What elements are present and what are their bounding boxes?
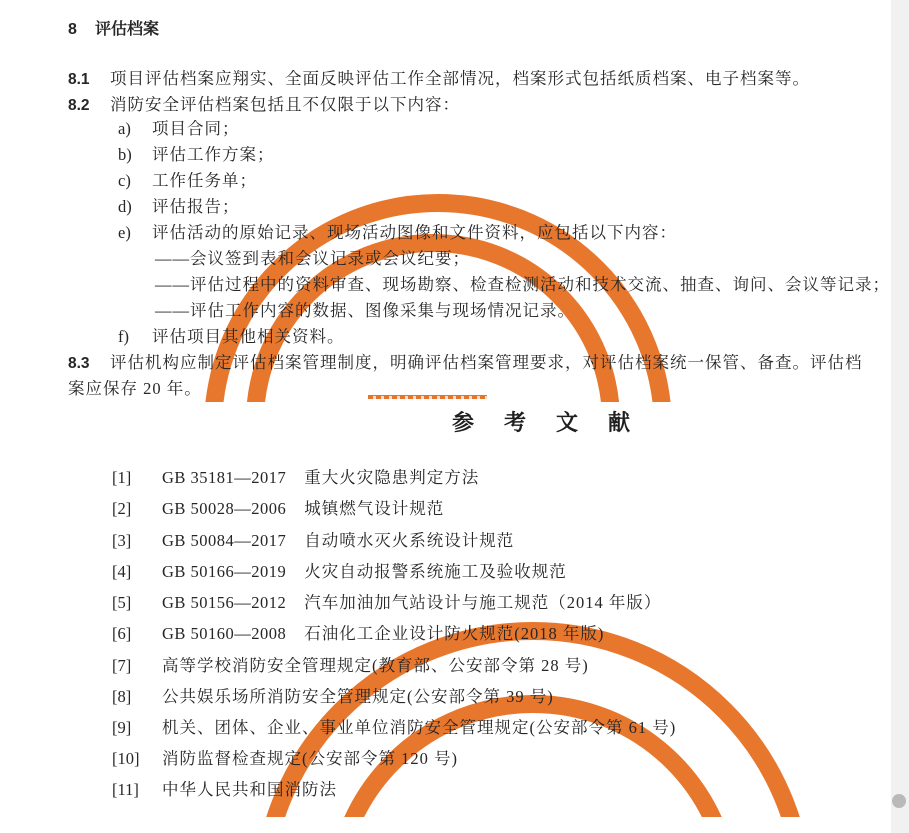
clause-8-1-text: 项目评估档案应翔实、全面反映评估工作全部情况，档案形式包括纸质档案、电子档案等。	[110, 69, 810, 88]
section-heading	[68, 20, 159, 39]
reference-5-title: 汽车加油加气站设计与施工规范（2014 年版）	[304, 593, 662, 612]
list-item-a-text: 项目合同；	[152, 119, 240, 138]
reference-4-number: [4]	[112, 562, 132, 581]
reference-1-title: 重大火灾隐患判定方法	[304, 468, 480, 487]
clause-8-2	[68, 95, 460, 115]
section-number: 8	[68, 21, 77, 38]
reference-9-title: 机关、团体、企业、事业单位消防安全管理规定(公安部令第 61 号)	[162, 718, 677, 737]
list-item-f-marker: f)	[118, 327, 129, 346]
list-item-d	[118, 197, 240, 216]
reference-9-number: [9]	[112, 718, 132, 737]
list-item-c	[118, 171, 257, 190]
reference-6-title: 石油化工企业设计防火规范(2018 年版)	[304, 624, 605, 643]
list-item-d-marker: d)	[118, 197, 132, 216]
clause-8-1	[68, 69, 810, 89]
list-item-c-text: 工作任务单；	[152, 171, 257, 190]
page-edge-band	[891, 0, 909, 833]
reference-item-2	[112, 499, 444, 518]
reference-4-title: 火灾自动报警系统施工及验收规范	[304, 562, 567, 581]
clause-8-1-number: 8.1	[68, 71, 90, 88]
reference-item-10	[112, 749, 458, 768]
clause-8-3	[68, 353, 863, 373]
reference-4-code: GB 50166—2019	[162, 562, 287, 581]
list-item-a-marker: a)	[118, 119, 131, 138]
reference-item-4	[112, 562, 567, 581]
reference-2-title: 城镇燃气设计规范	[304, 499, 445, 518]
references-heading: 参考文献	[452, 410, 661, 435]
reference-1-number: [1]	[112, 468, 132, 487]
reference-2-code: GB 50028—2006	[162, 499, 287, 518]
reference-item-11	[112, 780, 337, 799]
reference-1-code: GB 35181—2017	[162, 468, 287, 487]
reference-3-title: 自动喷水灭火系统设计规范	[304, 531, 515, 550]
reference-item-1	[112, 468, 479, 487]
list-item-f-text: 评估项目其他相关资料。	[152, 327, 345, 346]
list-item-c-marker: c)	[118, 171, 131, 190]
clause-8-3-line2: 案应保存 20 年。	[68, 379, 202, 398]
list-item-f	[118, 327, 345, 346]
reference-10-title: 消防监督检查规定(公安部令第 120 号)	[162, 749, 458, 768]
reference-8-title: 公共娱乐场所消防安全管理规定(公安部令第 39 号)	[162, 687, 554, 706]
list-item-b	[118, 145, 275, 164]
reference-item-7	[112, 656, 589, 675]
reference-item-5	[112, 593, 661, 612]
dash-item-3: ——评估工作内容的数据、图像采集与现场情况记录。	[155, 301, 575, 320]
reference-8-number: [8]	[112, 687, 132, 706]
list-item-a	[118, 119, 240, 138]
dash-item-1: ——会议签到表和会议记录或会议纪要；	[155, 249, 470, 268]
reference-7-number: [7]	[112, 656, 132, 675]
list-item-e-marker: e)	[118, 223, 131, 242]
reference-11-number: [11]	[112, 780, 139, 799]
clause-8-2-number: 8.2	[68, 97, 90, 114]
reference-10-number: [10]	[112, 749, 140, 768]
reference-6-number: [6]	[112, 624, 132, 643]
reference-3-code: GB 50084—2017	[162, 531, 287, 550]
reference-item-6	[112, 624, 604, 643]
reference-item-9	[112, 718, 676, 737]
reference-item-3	[112, 531, 514, 550]
list-item-d-text: 评估报告；	[152, 197, 240, 216]
clause-8-2-text: 消防安全评估档案包括且不仅限于以下内容：	[110, 95, 460, 114]
reference-7-title: 高等学校消防安全管理规定(教育部、公安部令第 28 号)	[162, 656, 589, 675]
reference-5-number: [5]	[112, 593, 132, 612]
reference-2-number: [2]	[112, 499, 132, 518]
reference-6-code: GB 50160—2008	[162, 624, 287, 643]
dash-item-2: ——评估过程中的资料审查、现场勘察、检查检测活动和技术交流、抽查、询问、会议等记录；	[155, 275, 890, 294]
clause-8-3-number: 8.3	[68, 355, 90, 372]
reference-item-8	[112, 687, 554, 706]
scroll-indicator-dot[interactable]	[892, 794, 906, 808]
reference-11-title: 中华人民共和国消防法	[162, 780, 337, 799]
clause-8-3-line1: 评估机构应制定评估档案管理制度，明确评估档案管理要求，对评估档案统一保管、备查。评估档	[110, 353, 863, 372]
list-item-b-text: 评估工作方案；	[152, 145, 275, 164]
list-item-e	[118, 223, 677, 242]
list-item-e-text: 评估活动的原始记录、现场活动图像和文件资料，应包括以下内容：	[152, 223, 677, 242]
reference-3-number: [3]	[112, 531, 132, 550]
orange-dashed-rule	[368, 395, 487, 399]
section-title: 评估档案	[95, 21, 160, 38]
reference-5-code: GB 50156—2012	[162, 593, 287, 612]
list-item-b-marker: b)	[118, 145, 132, 164]
